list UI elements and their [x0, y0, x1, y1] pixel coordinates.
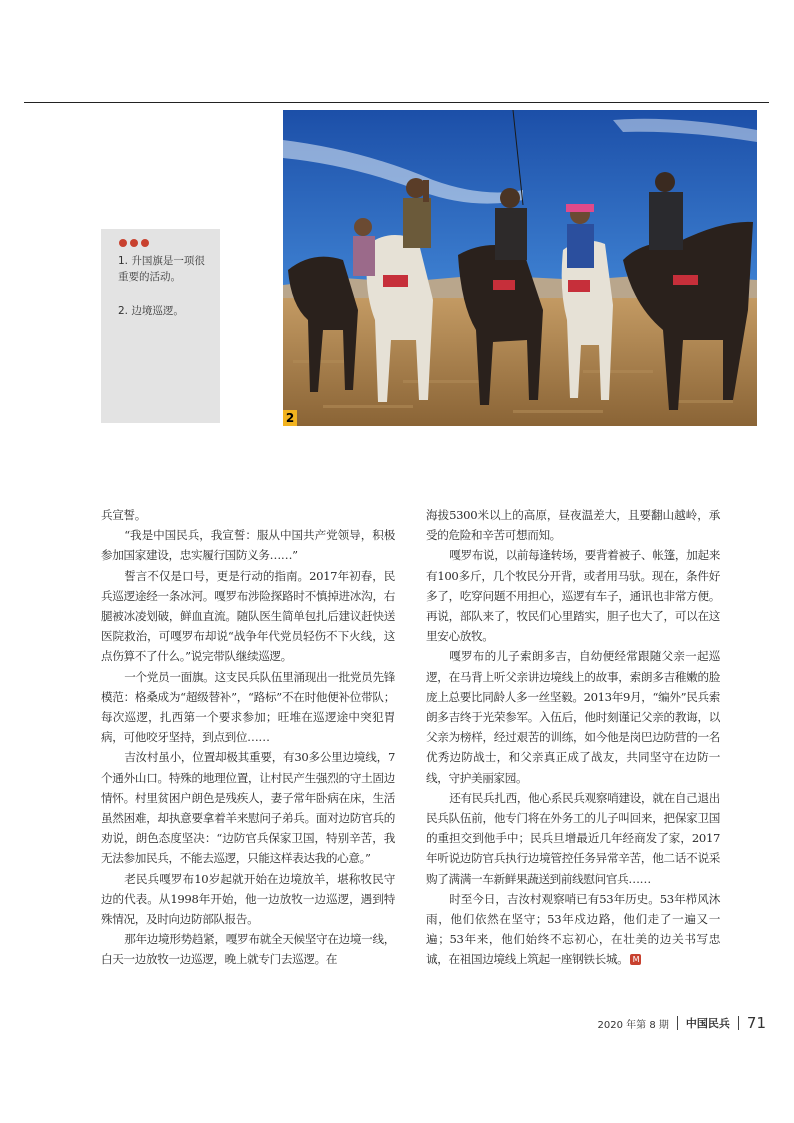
- paragraph: 那年边境形势趋紧，嘎罗布就全天候坚守在边境一线，白天一边放牧一边巡逻，晚上就专门去巡逻。在: [101, 932, 395, 967]
- paragraph-final: [426, 889, 720, 970]
- issue-label: 2020 年第 8 期: [597, 1019, 669, 1031]
- page-footer: [520, 1014, 766, 1032]
- paragraph: 嘎罗布说，以前每逢转场，要背着被子、帐篷，加起来有100多斤，几个牧民分开背，或者用马驮。现在，条件好多了，吃穿问题不用担心，巡逻有车子，通讯也非常方便。再说，部队来了，牧民们心里踏实，胆子也大了，可以在这里安心放牧。: [426, 548, 720, 644]
- end-mark-icon: M: [630, 954, 641, 965]
- caption-dots: [119, 239, 149, 247]
- dot-icon: [141, 239, 149, 247]
- patrol-photo: [283, 110, 757, 426]
- photo-number-badge: 2: [283, 410, 297, 426]
- paragraph: 老民兵嘎罗布10岁起就开始在边境放羊，堪称牧民守边的代表。从1998年开始，他一边放牧一边巡逻，遇到特殊情况，及时向边防部队报告。: [101, 871, 395, 927]
- footer-divider: [677, 1016, 678, 1030]
- paragraph: 还有民兵扎西，他心系民兵观察哨建设，就在自己退出民兵队伍前，他专门将在外务工的儿子叫回来，把保家卫国的重担交到他手中；民兵旦增最近几年经商发了家，2017年听说边防官兵执行边境管控任务异常辛苦，他二话不说采购了满满一车新鲜果蔬送到前线慰问官兵……: [426, 790, 720, 886]
- header-rule: [24, 102, 769, 103]
- paragraph: 嘎罗布的儿子索朗多吉，自幼便经常跟随父亲一起巡逻，在马背上听父亲讲边境线上的故事，索朗多吉稚嫩的脸庞上总要比同龄人多一丝坚毅。2013年9月，“编外”民兵索朗多吉终于光荣参军。入伍后，他时刻谨记父亲的教诲，以父亲为榜样，经过艰苦的训练，如今他是岗巴边防营的一名优秀边防战士，和父亲真正成了战友，共同坚守在边防一线，守护美丽家园。: [426, 649, 720, 785]
- patrol-photo-illustration: [283, 110, 757, 426]
- paragraph: 海拔5300米以上的高原，昼夜温差大，且要翻山越岭，承受的危险和辛苦可想而知。: [426, 508, 720, 543]
- paragraph: 一个党员一面旗。这支民兵队伍里涌现出一批党员先锋模范：格桑成为“超级替补”，“路标”不在时他便补位带队；每次巡逻，扎西第一个要求参加；旺堆在巡逻途中突犯胃病，可他咬牙坚持，到点到位……: [101, 669, 395, 745]
- magazine-name: 中国民兵: [685, 1017, 730, 1030]
- paragraph: 誓言不仅是口号，更是行动的指南。2017年初春，民兵巡逻途经一条冰河。嘎罗布涉险探路时不慎掉进冰沟，右腿被冰凌划破，鲜血直流。随队医生简单包扎后建议赶快送医院救治，可嘎罗布却说“战争年代党员轻伤不下火线，这点伤算不了什么。”说完带队继续巡逻。: [101, 568, 395, 664]
- paragraph-final-text: 时至今日，吉汝村观察哨已有53年历史。53年栉风沐雨，他们依然在坚守；53年戍边路，他们走了一遍又一遍；53年来，他们始终不忘初心，在壮美的边关书写忠诚，在祖国边境线上筑起一座钢铁长城。: [426, 891, 720, 967]
- footer-divider: [738, 1016, 739, 1030]
- paragraph: 吉汝村虽小，位置却极其重要，有30多公里边境线，7个通外山口。特殊的地理位置，让村民产生强烈的守土固边情怀。村里贫困户朗色是残疾人，妻子常年卧病在床，生活虽然困难，却执意要拿着羊来慰问子弟兵。面对边防官兵的劝说，朗色态度坚决：“边防官兵保家卫国，特别辛苦，我无法参加民兵，不能去巡逻，只能这样表达我的心意。”: [101, 750, 395, 866]
- article-left-column: [101, 505, 395, 970]
- dot-icon: [130, 239, 138, 247]
- dot-icon: [119, 239, 127, 247]
- caption-item-2: 2. 边境巡逻。: [118, 305, 184, 317]
- caption-item-1: 1. 升国旗是一项很重要的活动。: [118, 255, 205, 283]
- paragraph: “我是中国民兵，我宣誓：服从中国共产党领导，积极参加国家建设，忠实履行国防义务……”: [101, 528, 395, 563]
- caption-box: [101, 229, 220, 423]
- paragraph: 兵宣誓。: [101, 508, 146, 522]
- article-right-column: [426, 505, 720, 970]
- page-number: 71: [746, 1014, 766, 1032]
